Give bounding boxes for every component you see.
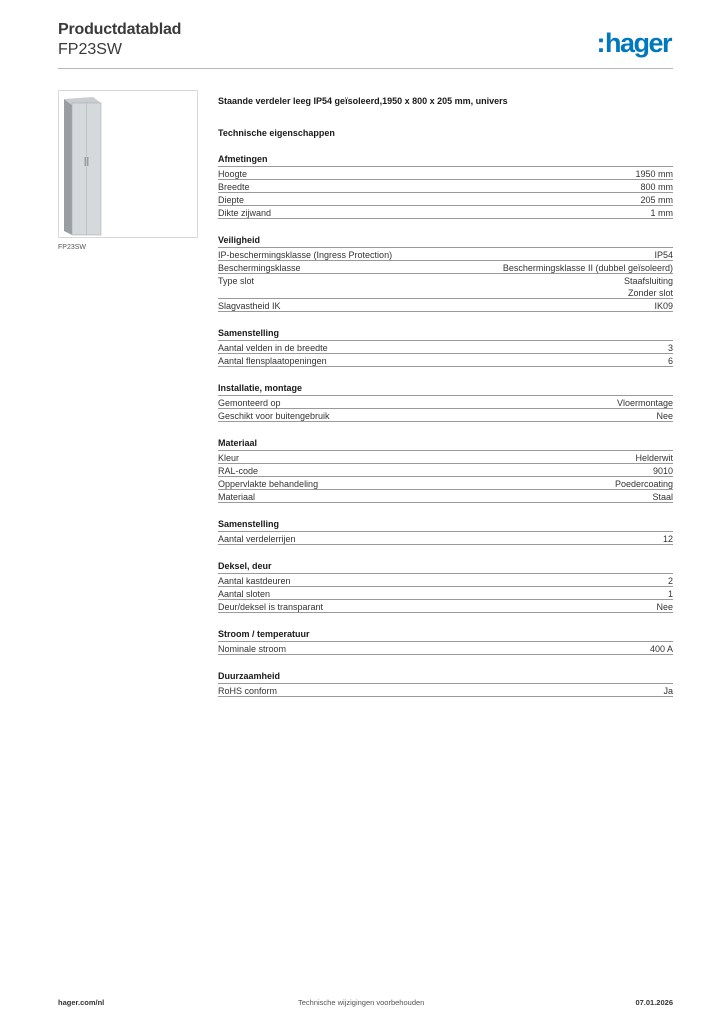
property-row [218,261,673,274]
property-value [663,685,673,697]
property-label: Hoogte [218,169,248,179]
logo-colon: : [596,28,604,58]
property-section [218,328,673,367]
property-value [624,275,673,299]
section-title: Samenstelling [218,519,673,532]
property-section [218,519,673,545]
property-value [663,533,673,545]
property-section [218,235,673,312]
footer-notice: Technische wijzigingen voorbehouden [298,998,425,1007]
property-label: IP-beschermingsklasse (Ingress Protection) [218,250,393,260]
property-value [635,168,673,180]
property-row [218,180,673,193]
property-label: Nominale stroom [218,644,287,654]
product-code: FP23SW [58,41,123,58]
property-value-text: 9010 [652,466,673,476]
property-label: Aantal sloten [218,589,271,599]
property-value-text: Nee [656,411,673,421]
property-label: Oppervlakte behandeling [218,479,319,489]
property-row [218,600,673,613]
property-value-text: Nee [656,602,673,612]
property-label: Geschikt voor buitengebruik [218,411,330,421]
property-section [218,561,673,613]
property-value [654,300,673,312]
property-value-text: 12 [662,534,673,544]
property-value-text: 205 mm [640,195,673,205]
property-value-text: 1 [667,589,673,599]
property-section [218,629,673,655]
property-value [635,452,673,464]
property-label: Dikte zijwand [218,208,272,218]
property-value [654,249,673,261]
property-label: Slagvastheid IK [218,301,281,311]
property-value-text: Zonder slot [627,288,673,298]
properties-heading: Technische eigenschappen [218,128,335,138]
section-title: Stroom / temperatuur [218,629,673,642]
property-value-text: 800 mm [640,182,673,192]
property-value-text: 2 [667,576,673,586]
product-description: Staande verdeler leeg IP54 geïsoleerd,1950 x 800 x 205 mm, univers [218,96,508,106]
property-value [656,410,673,422]
property-label: Beschermingsklasse [218,263,301,273]
property-value-text: IK09 [654,301,673,311]
document-title: Productdatablad [58,21,182,38]
property-value [640,181,673,193]
property-label: Type slot [218,276,255,286]
property-label: Aantal kastdeuren [218,576,291,586]
property-value-text: 6 [667,356,673,366]
property-value-text: Vloermontage [616,398,673,408]
property-row [218,354,673,367]
property-value [668,575,673,587]
property-row [218,299,673,312]
property-row [218,341,673,354]
property-value [651,207,674,219]
property-row [218,248,673,261]
property-value-text: Helderwit [635,453,673,463]
logo-text: hager [604,28,671,58]
property-value [652,491,673,503]
property-row [218,684,673,697]
property-label: Aantal flensplaatopeningen [218,356,327,366]
section-title: Installatie, montage [218,383,673,396]
section-title: Deksel, deur [218,561,673,574]
product-details [218,95,673,697]
property-value [615,478,673,490]
property-value-text: 1 mm [650,208,673,218]
section-title: Samenstelling [218,328,673,341]
property-section [218,383,673,422]
footer-website[interactable]: hager.com/nl [58,998,105,1007]
properties-table [218,154,673,697]
property-row [218,409,673,422]
property-value-text: Staal [652,492,673,502]
property-label: RAL-code [218,466,259,476]
property-section [218,438,673,503]
property-row [218,193,673,206]
page-header [58,20,673,60]
product-image [58,90,198,238]
property-row [218,574,673,587]
property-value [668,342,673,354]
property-row [218,451,673,464]
property-row [218,464,673,477]
image-caption: FP23SW [58,244,87,251]
property-section [218,671,673,697]
property-value-text: 3 [667,343,673,353]
property-value-text: Poedercoating [614,479,673,489]
property-value-text: 1950 mm [635,169,673,179]
property-value [640,194,673,206]
cabinet-image [59,91,197,237]
property-value [653,465,673,477]
property-label: Aantal velden in de breedte [218,343,328,353]
property-value [617,397,673,409]
property-row [218,532,673,545]
property-value [656,601,673,613]
property-value [668,355,673,367]
property-label: Breedte [218,182,250,192]
header-divider [58,68,673,69]
footer-date: 07.01.2026 [635,998,673,1007]
property-label: Deur/deksel is transparant [218,602,324,612]
section-title: Afmetingen [218,154,673,167]
property-value-text: Staafsluiting [623,276,673,286]
property-row [218,642,673,655]
property-label: Diepte [218,195,245,205]
property-row [218,206,673,219]
property-row [218,396,673,409]
section-title: Materiaal [218,438,673,451]
property-value-text: Beschermingsklasse II (dubbel geïsoleerd) [502,263,673,273]
property-value-text: 400 A [649,644,673,654]
section-title: Duurzaamheid [218,671,673,684]
property-row [218,167,673,180]
property-value-text: IP54 [654,250,673,260]
property-value [668,588,673,600]
section-title: Veiligheid [218,235,673,248]
property-row [218,587,673,600]
property-row [218,477,673,490]
property-value [650,643,673,655]
property-row [218,274,673,299]
property-label: Materiaal [218,492,256,502]
property-value-text: Ja [663,686,673,696]
property-label: Gemonteerd op [218,398,281,408]
property-section [218,154,673,219]
property-label: RoHS conform [218,686,278,696]
property-row [218,490,673,503]
property-label: Aantal verdelerrijen [218,534,296,544]
property-value [503,262,673,274]
property-label: Kleur [218,453,240,463]
hager-logo [596,28,671,58]
